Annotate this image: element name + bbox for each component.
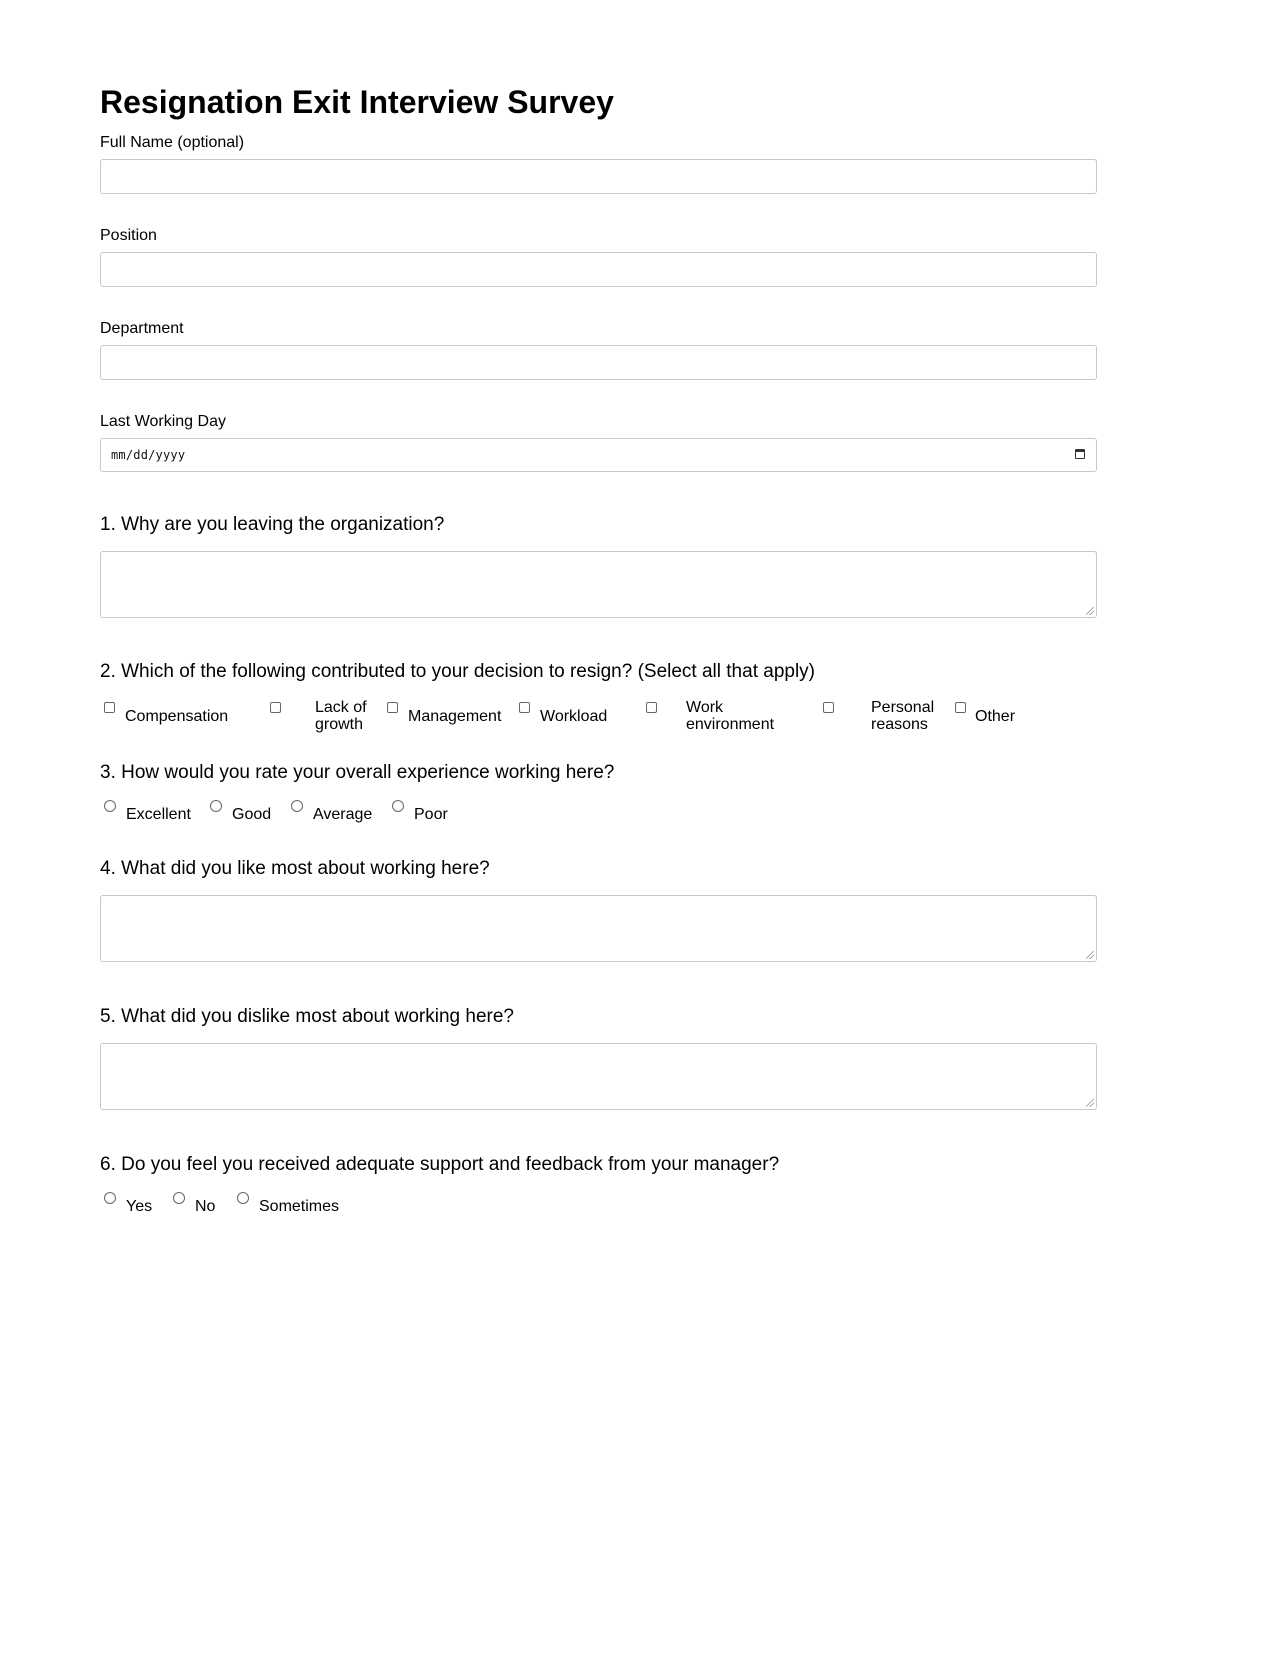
question-2 [100, 660, 1097, 738]
checkbox[interactable] [519, 702, 530, 713]
checkbox[interactable] [646, 702, 657, 713]
resize-grip-icon[interactable] [1086, 607, 1094, 615]
question-6-options: Yes No Sometimes [100, 1189, 1097, 1229]
radio-button[interactable] [291, 800, 303, 812]
checkbox[interactable] [823, 702, 834, 713]
full-name-label: Full Name (optional) [100, 134, 245, 151]
last-working-day-input[interactable] [100, 438, 1097, 472]
question-1-title: 1. Why are you leaving the organization? [100, 514, 445, 535]
department-label: Department [100, 320, 184, 337]
radio-button[interactable] [392, 800, 404, 812]
question-5-textarea[interactable] [100, 1043, 1097, 1110]
question-6 [100, 1153, 1097, 1229]
full-name-group [100, 133, 1097, 194]
department-input[interactable] [100, 345, 1097, 380]
checkbox[interactable] [104, 702, 115, 713]
position-label: Position [100, 227, 157, 244]
question-5-title: 5. What did you dislike most about working here? [100, 1006, 514, 1027]
radio-button[interactable] [104, 800, 116, 812]
question-1 [100, 513, 1097, 618]
checkbox[interactable] [270, 702, 281, 713]
question-3-title: 3. How would you rate your overall experience working here? [100, 762, 615, 783]
department-group [100, 319, 1097, 380]
radio-button[interactable] [173, 1192, 185, 1204]
question-3-options: Excellent Good Average Poor [100, 797, 1097, 837]
question-5 [100, 1005, 1097, 1110]
position-input[interactable] [100, 252, 1097, 287]
question-4-textarea[interactable] [100, 895, 1097, 962]
question-6-title: 6. Do you feel you received adequate support and feedback from your manager? [100, 1154, 780, 1175]
question-4-title: 4. What did you like most about working here? [100, 858, 490, 879]
position-group [100, 226, 1097, 287]
radio-button[interactable] [104, 1192, 116, 1204]
question-2-options: Compensation Lack of growth Management Workload Work environment Personal reasons Other [100, 698, 1097, 738]
checkbox[interactable] [955, 702, 966, 713]
resize-grip-icon[interactable] [1086, 951, 1094, 959]
resize-grip-icon[interactable] [1086, 1099, 1094, 1107]
question-1-textarea[interactable] [100, 551, 1097, 618]
last-working-day-group [100, 412, 1097, 472]
full-name-input[interactable] [100, 159, 1097, 194]
question-3 [100, 761, 1097, 837]
question-2-title: 2. Which of the following contributed to your decision to resign? (Select all that apply) [100, 661, 815, 682]
radio-button[interactable] [237, 1192, 249, 1204]
calendar-icon[interactable] [1075, 449, 1085, 459]
radio-button[interactable] [210, 800, 222, 812]
question-4 [100, 857, 1097, 962]
date-placeholder: mm/dd/yyyy [111, 448, 186, 462]
checkbox[interactable] [387, 702, 398, 713]
last-working-day-label: Last Working Day [100, 413, 226, 430]
page-title: Resignation Exit Interview Survey [100, 84, 614, 120]
